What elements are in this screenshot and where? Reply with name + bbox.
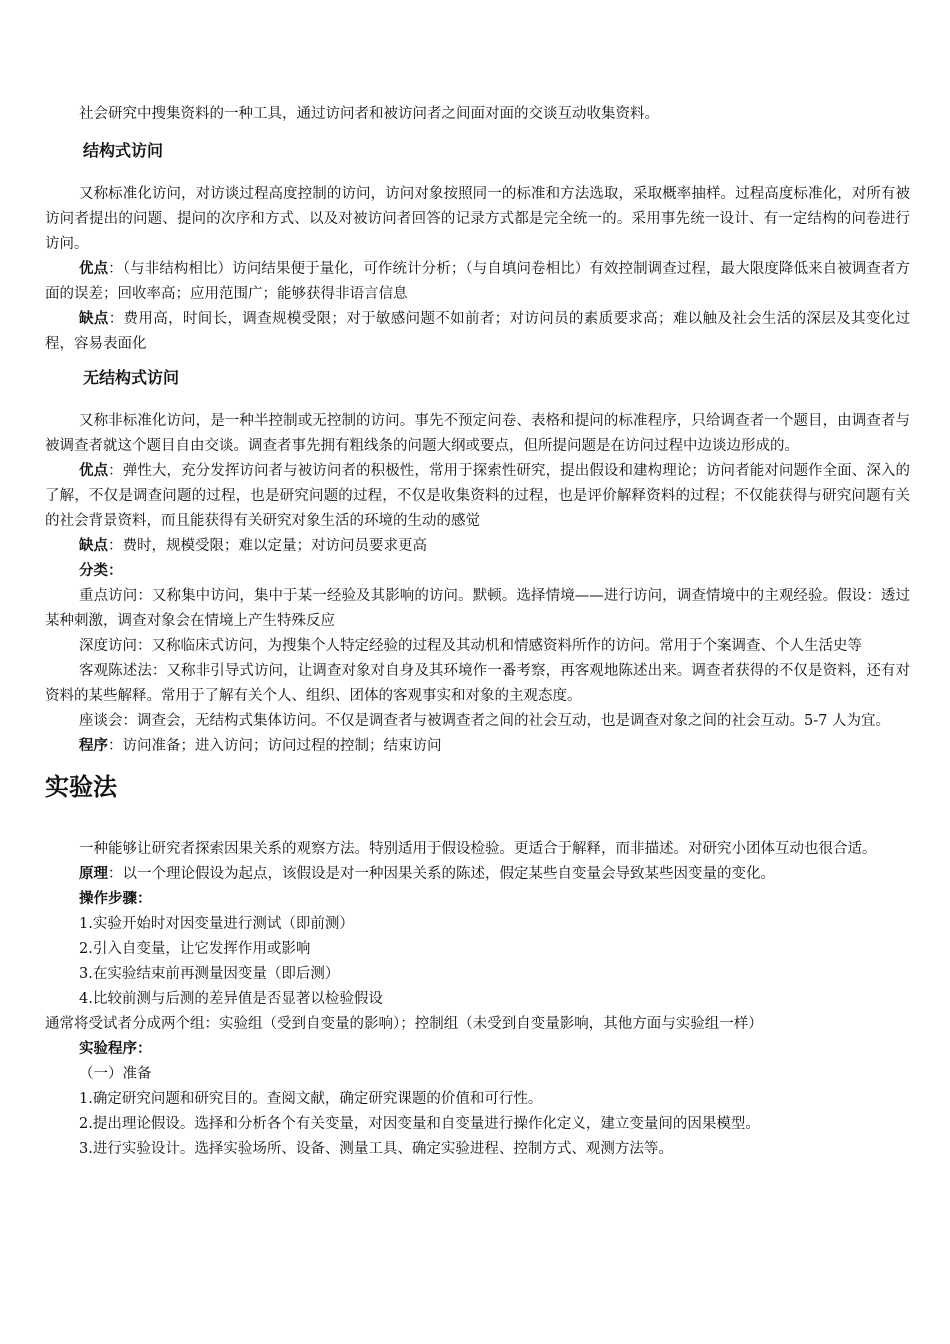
groups-note: 通常将受试者分成两个组：实验组（受到自变量的影响）；控制组（未受到自变量影响，其他方面与实验组一样） bbox=[45, 1016, 763, 1032]
type-focused-interview: 重点访问：又称集中访问，集中于某一经验及其影响的访问。默顿。选择情境——进行访问，调查情境中的主观经验。假设：透过某种刺激，调查对象会在情境上产生特殊反应 bbox=[45, 588, 910, 629]
structured-pros-label: 优点 bbox=[79, 261, 109, 277]
procedure-text: ：访问准备；进入访问；访问过程的控制；结束访问 bbox=[108, 738, 442, 754]
unstructured-cons-text: ：费时，规模受限；难以定量；对访问员要求更高 bbox=[108, 538, 427, 554]
steps-label: 操作步骤： bbox=[79, 891, 152, 907]
experiment-definition: 一种能够让研究者探索因果关系的观察方法。特别适用于假设检验。更适合于解释，而非描述。对研究小团体互动也很合适。 bbox=[79, 841, 877, 857]
prep-step: 2.提出理论假设。选择和分析各个有关变量，对因变量和自变量进行操作化定义，建立变量间的因果模型。 bbox=[79, 1116, 760, 1132]
structured-cons bbox=[45, 307, 910, 357]
step-item: 2.引入自变量，让它发挥作用或影响 bbox=[79, 941, 311, 957]
prep-step: 3.进行实验设计。选择实验场所、设备、测量工具、确定实验进程、控制方式、观测方法等。 bbox=[79, 1141, 673, 1157]
principle-text: ：以一个理论假设为起点，该假设是对一种因果关系的陈述，假定某些自变量会导致某些因变量的变化。 bbox=[108, 866, 775, 882]
unstructured-interview-heading: 无结构式访问 bbox=[83, 368, 180, 387]
structured-definition: 又称标准化访问，对访谈过程高度控制的访问，访问对象按照同一的标准和方法选取，采取概率抽样。过程高度标准化，对所有被访问者提出的问题、提问的次序和方式、以及对被访问者回答的记录方式都是完全统一的。采用事先统一设计、有一定结构的问卷进行访问。 bbox=[45, 186, 910, 252]
unstructured-definition: 又称非标准化访问，是一种半控制或无控制的访问。事先不预定问卷、表格和提问的标准程序，只给调查者一个题目，由调查者与被调查者就这个题目自由交谈。调查者事先拥有粗线条的问题大纲或要点，但所提问题是在访问过程中边谈边形成的。 bbox=[45, 413, 910, 454]
principle-label: 原理 bbox=[79, 866, 108, 882]
unstructured-procedure bbox=[45, 734, 910, 759]
prep-label: （一）准备 bbox=[79, 1066, 152, 1082]
program-label: 实验程序： bbox=[79, 1041, 152, 1057]
step-item: 4.比较前测与后测的差异值是否显著以检验假设 bbox=[79, 991, 383, 1007]
step-item: 1.实验开始时对因变量进行测试（即前测） bbox=[79, 916, 354, 932]
intro-paragraph: 社会研究中搜集资料的一种工具，通过访问者和被访问者之间面对面的交谈互动收集资料。 bbox=[79, 106, 659, 122]
unstructured-pros-text: ：弹性大，充分发挥访问者与被访问者的积极性，常用于探索性研究，提出假设和建构理论；访问者能对问题作全面、深入的了解，不仅是调查问题的过程，也是研究问题的过程，不仅是收集资料的过程，也是评价解释资料的过程；不仅能获得与研究问题有关的社会背景资料，而且能获得有关研究对象生活的环境的生动的感觉 bbox=[45, 463, 911, 529]
experiment-principle bbox=[45, 862, 910, 887]
unstructured-cons-label: 缺点 bbox=[79, 538, 108, 554]
structured-cons-text: ：费用高，时间长，调查规模受限；对于敏感问题不如前者；对访问员的素质要求高；难以触及社会生活的深层及其变化过程，容易表面化 bbox=[45, 311, 911, 352]
unstructured-pros bbox=[45, 459, 910, 534]
structured-cons-label: 缺点 bbox=[79, 311, 109, 327]
unstructured-pros-label: 优点 bbox=[79, 463, 109, 479]
step-item: 3.在实验结束前再测量因变量（即后测） bbox=[79, 966, 340, 982]
procedure-label: 程序 bbox=[79, 738, 108, 754]
types-label: 分类： bbox=[79, 563, 123, 579]
type-objective-statement: 客观陈述法：又称非引导式访问，让调查对象对自身及其环境作一番考察，再客观地陈述出来。调查者获得的不仅是资料，还有对资料的某些解释。常用于了解有关个人、组织、团体的客观事实和对象的主观态度。 bbox=[45, 663, 910, 704]
type-depth-interview: 深度访问：又称临床式访问，为搜集个人特定经验的过程及其动机和情感资料所作的访问。常用于个案调查、个人生活史等 bbox=[79, 638, 862, 654]
type-symposium: 座谈会：调查会，无结构式集体访问。不仅是调查者与被调查者之间的社会互动，也是调查对象之间的社会互动。5-7 人为宜。 bbox=[79, 713, 890, 729]
unstructured-cons bbox=[45, 534, 910, 559]
experiment-heading: 实验法 bbox=[45, 773, 117, 801]
structured-pros bbox=[45, 257, 910, 307]
prep-step: 1.确定研究问题和研究目的。查阅文献，确定研究课题的价值和可行性。 bbox=[79, 1091, 543, 1107]
structured-interview-heading: 结构式访问 bbox=[83, 141, 164, 160]
structured-pros-text: ：（与非结构相比）访问结果便于量化，可作统计分析；（与自填问卷相比）有效控制调查过程，最大限度降低来自被调查者方面的误差；回收率高；应用范围广；能够获得非语言信息 bbox=[45, 261, 911, 302]
